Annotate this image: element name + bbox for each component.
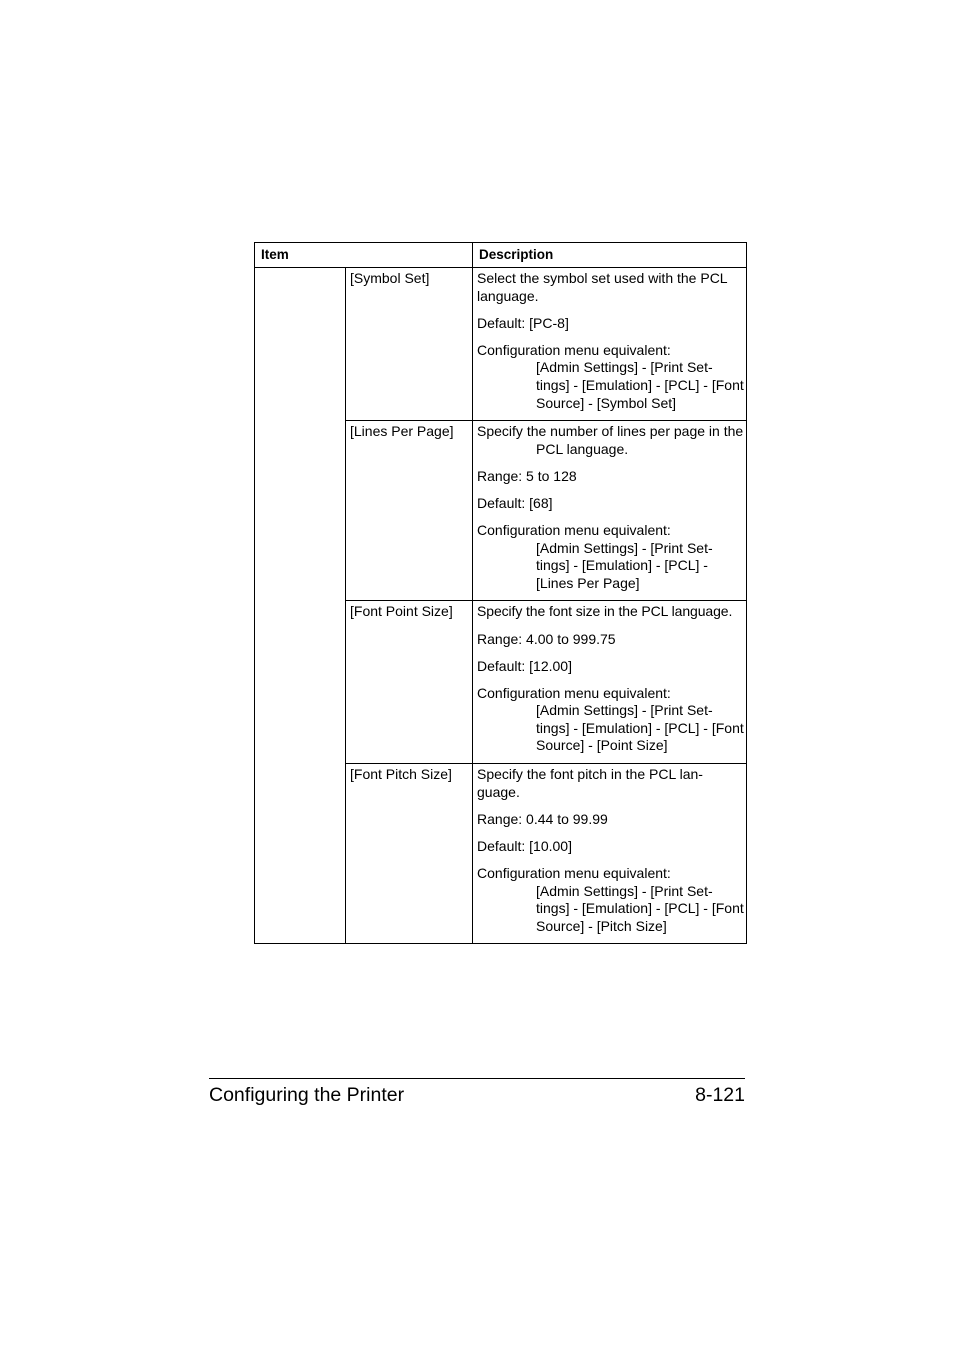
item-description: [473, 764, 747, 944]
item-description: [473, 421, 747, 601]
default-value: Default: [10.00]: [477, 837, 572, 854]
config-label: Configuration menu equivalent:: [477, 522, 671, 539]
config-label: Configuration menu equivalent:: [477, 341, 671, 358]
description-text: Select the symbol set used with the PCL language.: [477, 270, 728, 304]
header-description: Description: [473, 243, 747, 268]
description-text: Specify the font pitch in the PCL lan-guage.: [477, 766, 703, 800]
item-name: [Lines Per Page]: [346, 421, 473, 601]
range-value: Range: 0.44 to 99.99: [477, 810, 608, 827]
footer-chapter-title: Configuring the Printer: [209, 1084, 405, 1106]
description-text: Specify the number of lines per page in the PCL language.: [477, 423, 744, 457]
config-menu-path: [Admin Settings] - [Print Set-tings] - [Emulation] - [PCL] - [Lines Per Page]: [536, 539, 713, 591]
settings-table: [254, 242, 747, 944]
header-item: Item: [255, 243, 473, 268]
config-label: Configuration menu equivalent:: [477, 864, 671, 881]
table-row: [255, 268, 747, 421]
item-name: [Font Point Size]: [346, 601, 473, 764]
config-equivalent: [477, 685, 744, 755]
item-description: [473, 601, 747, 764]
item-description: [473, 268, 747, 421]
footer-page-number: 8-121: [695, 1084, 745, 1106]
range-value: Range: 4.00 to 999.75: [477, 630, 616, 647]
config-menu-path: [Admin Settings] - [Print Set-tings] - [Emulation] - [PCL] - [Font Source] - [Symbol Set]: [536, 359, 744, 411]
default-value: Default: [12.00]: [477, 657, 572, 674]
item-name: [Symbol Set]: [346, 268, 473, 421]
item-name: [Font Pitch Size]: [346, 764, 473, 944]
config-equivalent: [477, 865, 744, 935]
config-menu-path: [Admin Settings] - [Print Set-tings] - [Emulation] - [PCL] - [Font Source] - [Pitch Size]: [536, 882, 744, 934]
description-text: Specify the font size in the PCL language.: [477, 603, 733, 620]
config-equivalent: [477, 522, 744, 592]
default-value: Default: [PC-8]: [477, 314, 569, 331]
parent-item-cell: [255, 268, 346, 944]
config-equivalent: [477, 342, 744, 412]
footer-divider: [209, 1078, 745, 1079]
config-label: Configuration menu equivalent:: [477, 684, 671, 701]
config-menu-path: [Admin Settings] - [Print Set-tings] - [Emulation] - [PCL] - [Font Source] - [Point Size]: [536, 702, 744, 754]
table-header-row: [255, 243, 747, 268]
default-value: Default: [68]: [477, 494, 553, 511]
range-value: Range: 5 to 128: [477, 467, 577, 484]
